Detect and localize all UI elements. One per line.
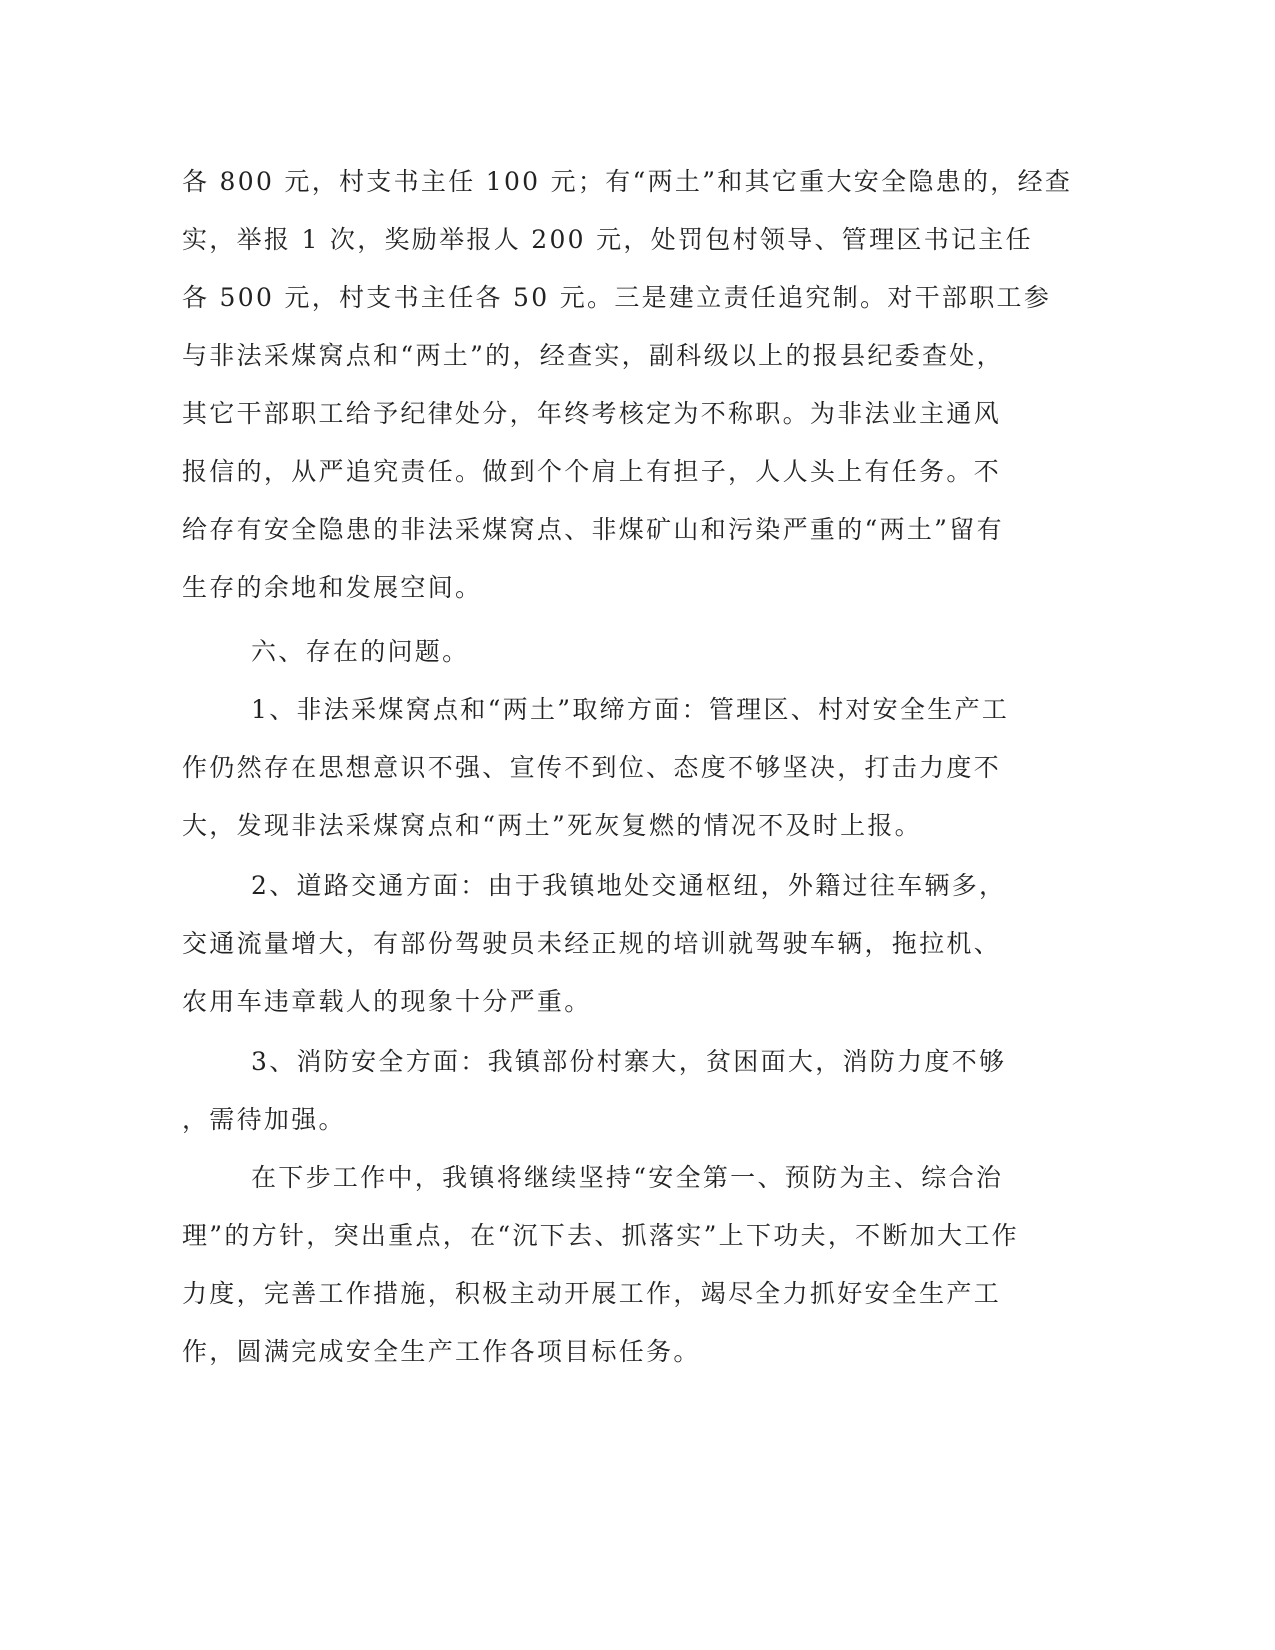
text-line: ，需待加强。 [182, 1105, 346, 1134]
text-line: 给存有安全隐患的非法采煤窝点、非煤矿山和污染严重的“两土”留有 [182, 515, 1004, 544]
text-line: 交通流量增大，有部份驾驶员未经正规的培训就驾驶车辆，拖拉机、 [182, 929, 1002, 958]
text-line: 力度，完善工作措施，积极主动开展工作，竭尽全力抓好安全生产工 [182, 1279, 1002, 1308]
text-line: 其它干部职工给予纪律处分，年终考核定为不称职。为非法业主通风 [182, 399, 1002, 428]
text-line: 各 500 元，村支书主任各 50 元。三是建立责任追究制。对干部职工参 [182, 283, 1052, 312]
text-line: 1、非法采煤窝点和“两土”取缔方面：管理区、村对安全生产工 [251, 695, 1010, 724]
text-line: 在下步工作中，我镇将继续坚持“安全第一、预防为主、综合治 [251, 1163, 1004, 1192]
text-line: 实，举报 1 次，奖励举报人 200 元，处罚包村领导、管理区书记主任 [182, 225, 1033, 254]
text-line: 理”的方针，突出重点，在“沉下去、抓落实”上下功夫，不断加大工作 [182, 1221, 1019, 1250]
text-line: 报信的，从严追究责任。做到个个肩上有担子，人人头上有任务。不 [182, 457, 1002, 486]
text-line: 3、消防安全方面：我镇部份村寨大，贫困面大，消防力度不够 [251, 1047, 1007, 1076]
section-heading: 六、存在的问题。 [251, 637, 470, 666]
text-line: 生存的余地和发展空间。 [182, 573, 483, 602]
text-line: 作仍然存在思想意识不强、宣传不到位、态度不够坚决，打击力度不 [182, 753, 1002, 782]
text-line: 作，圆满完成安全生产工作各项目标任务。 [182, 1337, 701, 1366]
text-line: 农用车违章载人的现象十分严重。 [182, 987, 592, 1016]
text-line: 大，发现非法采煤窝点和“两土”死灰复燃的情况不及时上报。 [182, 811, 922, 840]
text-line: 各 800 元，村支书主任 100 元；有“两土”和其它重大安全隐患的，经查 [182, 167, 1073, 196]
text-line: 2、道路交通方面：由于我镇地处交通枢纽，外籍过往车辆多， [251, 871, 1007, 900]
text-line: 与非法采煤窝点和“两土”的，经查实，副科级以上的报县纪委查处， [182, 341, 1004, 370]
